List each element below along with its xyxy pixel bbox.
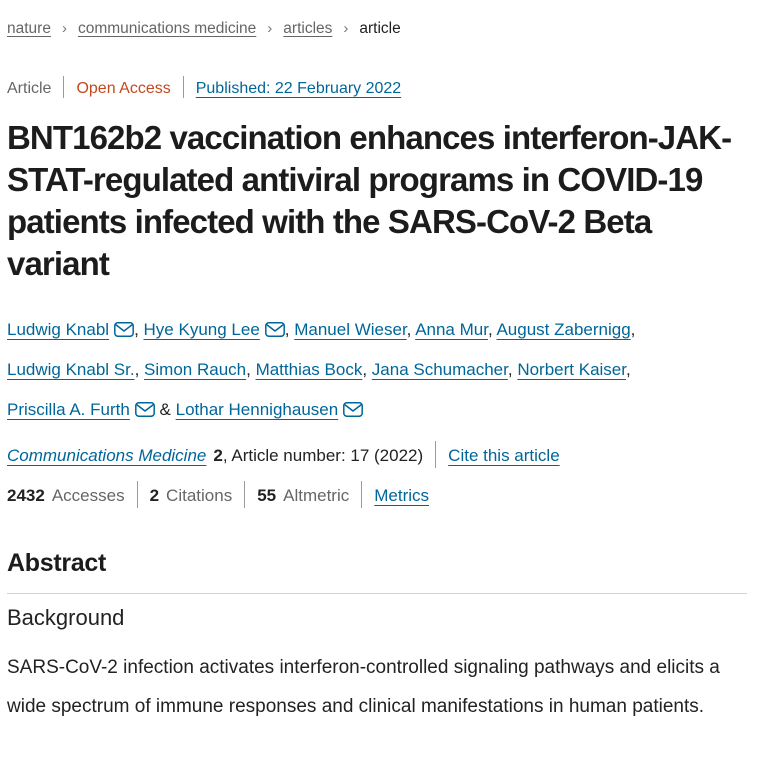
author-separator: ,	[406, 320, 416, 339]
author-manuel-wieser	[294, 320, 406, 339]
metrics-row	[7, 481, 747, 508]
journal-link[interactable]: Communications Medicine	[7, 446, 207, 465]
author-link[interactable]: Lothar Hennighausen	[175, 400, 339, 419]
author-ludwig-knabl	[7, 320, 134, 339]
author-august-zabernigg	[496, 320, 630, 339]
author-link[interactable]: Simon Rauch	[144, 360, 247, 379]
email-envelope-icon[interactable]	[265, 310, 285, 350]
vertical-separator	[435, 441, 436, 468]
author-separator: ,	[362, 360, 372, 379]
abstract-heading: Abstract	[7, 549, 107, 577]
vertical-separator	[361, 481, 362, 508]
author-lothar-hennighausen	[176, 400, 364, 419]
author-link[interactable]: Jana Schumacher	[371, 360, 508, 379]
breadcrumb-chevron-icon: ›	[61, 20, 67, 37]
metric-accesses	[7, 486, 125, 505]
breadcrumb-item-communications-medicine[interactable]: communications medicine	[77, 20, 257, 37]
metrics-link[interactable]: Metrics	[374, 486, 430, 505]
breadcrumb-item-article: article	[359, 20, 401, 37]
metric-label: Altmetric	[283, 486, 350, 505]
metric-label: Citations	[166, 486, 233, 505]
journal-volume: 2	[213, 446, 223, 465]
breadcrumb	[7, 20, 747, 38]
published-date-link[interactable]: Published: 22 February 2022	[195, 80, 402, 97]
email-envelope-icon[interactable]	[343, 390, 363, 430]
author-separator: ,	[487, 320, 497, 339]
author-separator: ,	[507, 360, 518, 379]
abstract-subheading: Background	[7, 605, 125, 630]
author-separator: ,	[134, 360, 145, 379]
author-link[interactable]: Ludwig Knabl Sr.	[7, 360, 135, 379]
author-link[interactable]: Ludwig Knabl	[7, 320, 110, 339]
author-link[interactable]: Hye Kyung Lee	[143, 320, 260, 339]
author-ludwig-knabl-sr-	[7, 360, 135, 379]
breadcrumb-item-nature[interactable]: nature	[7, 20, 51, 37]
vertical-separator	[137, 481, 138, 508]
email-envelope-icon[interactable]	[114, 310, 134, 350]
open-access-label: Open Access	[76, 80, 171, 97]
section-divider	[7, 593, 747, 594]
author-hye-kyung-lee	[144, 320, 285, 339]
author-norbert-kaiser	[517, 360, 626, 379]
article-number-text: , Article number: 17 (2022)	[222, 446, 424, 465]
author-separator: ,	[134, 320, 144, 339]
article-type-label: Article	[7, 80, 52, 97]
metric-altmetric	[257, 486, 349, 505]
author-link[interactable]: Norbert Kaiser	[517, 360, 626, 379]
vertical-separator	[244, 481, 245, 508]
author-priscilla-a-furth	[7, 400, 155, 419]
breadcrumb-chevron-icon: ›	[267, 20, 273, 37]
article-title: BNT162b2 vaccination enhances interferon-JAK-STAT-regulated antiviral programs in COVID-19 patients infected with the SARS-CoV-2 Beta variant	[7, 119, 732, 282]
author-list	[7, 310, 747, 430]
author-link[interactable]: August Zabernigg	[496, 320, 631, 339]
vertical-separator	[183, 76, 184, 98]
author-separator: &	[154, 400, 176, 419]
author-separator: ,	[246, 360, 256, 379]
metric-value: 2	[149, 486, 160, 505]
email-envelope-icon[interactable]	[135, 390, 155, 430]
breadcrumb-chevron-icon: ›	[343, 20, 349, 37]
metric-citations	[150, 486, 233, 505]
breadcrumb-item-articles[interactable]: articles	[283, 20, 333, 37]
journal-citation-row	[7, 441, 747, 468]
article-meta-row	[7, 76, 747, 98]
author-anna-mur	[415, 320, 488, 339]
author-jana-schumacher	[372, 360, 508, 379]
author-link[interactable]: Priscilla A. Furth	[7, 400, 130, 419]
metric-value: 55	[257, 486, 277, 505]
author-separator: ,	[626, 360, 631, 379]
author-separator: ,	[630, 320, 636, 339]
abstract-paragraph: SARS-CoV-2 infection activates interferon-controlled signaling pathways and elicits a wide spectrum of immune responses and clinical manifestations in human patients.	[7, 657, 720, 717]
author-link[interactable]: Matthias Bock	[255, 360, 363, 379]
author-simon-rauch	[144, 360, 246, 379]
author-link[interactable]: Anna Mur	[415, 320, 488, 339]
author-separator: ,	[284, 320, 295, 339]
author-link[interactable]: Manuel Wieser	[294, 320, 407, 339]
cite-article-link[interactable]: Cite this article	[448, 446, 560, 465]
vertical-separator	[63, 76, 64, 98]
metric-label: Accesses	[51, 486, 125, 505]
author-matthias-bock	[256, 360, 363, 379]
metric-value: 2432	[7, 486, 45, 505]
